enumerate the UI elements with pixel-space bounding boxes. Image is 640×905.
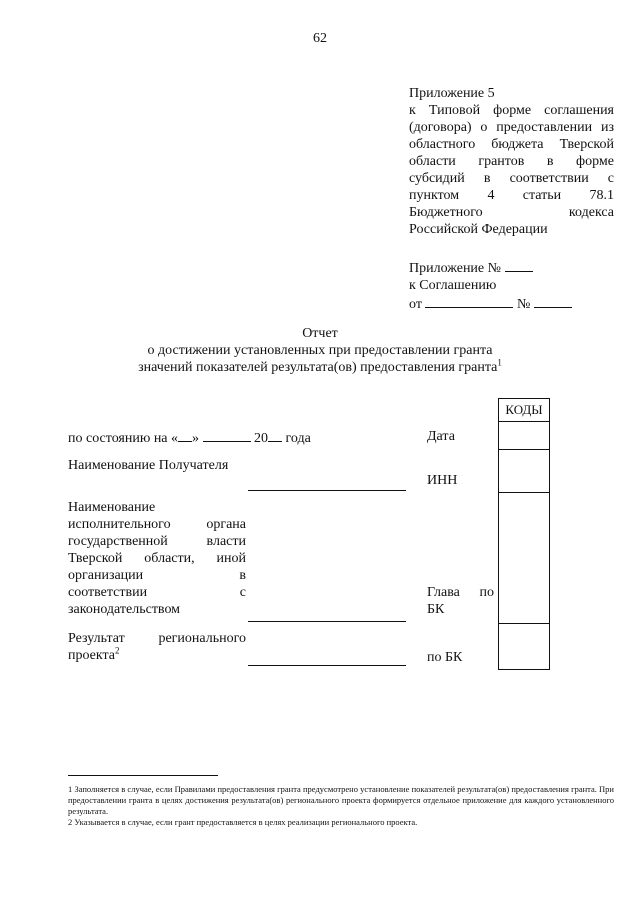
footnote-separator (68, 775, 218, 776)
codes-divider (498, 623, 549, 624)
budget-chapter-label: Глава по БК (427, 585, 494, 617)
codes-column (498, 398, 550, 670)
title-line: о достижении установленных при предоставлении гранта (147, 343, 493, 358)
date-label: Дата (427, 429, 455, 444)
page-number: 62 (313, 31, 327, 46)
footnote-ref: 2 (115, 645, 120, 656)
month-blank[interactable] (203, 428, 251, 442)
codes-divider (498, 421, 549, 422)
recipient-blank[interactable] (248, 490, 406, 491)
recipient-label: Наименование Получателя (68, 458, 229, 473)
codes-divider (498, 492, 549, 493)
day-blank[interactable] (178, 428, 192, 442)
codes-divider (498, 449, 549, 450)
appendix-line: областного бюджета Тверской (409, 137, 614, 152)
agreement-date-blank[interactable] (425, 294, 513, 308)
title-line: Отчет (302, 326, 338, 341)
appendix-reference (409, 85, 614, 238)
project-label: Результат регионального проекта$^2$ (68, 631, 246, 663)
report-date-row: по состоянию на « » 20 года (68, 428, 311, 447)
agreement-date-number: от № (409, 294, 614, 313)
appendix-line: (договора) о предоставлении из (409, 120, 614, 135)
appendix-number-blank[interactable] (505, 258, 533, 272)
inn-label: ИНН (427, 473, 458, 488)
footnote-1: 1 Заполняется в случае, если Правилами предоставления гранта предусмотрено установление показателей результата(ов) предоставления гранта. При предоставлении гранта в целях достижения результата(ов) регионального проекта формируется отдельное приложение для каждого установленного результата. (68, 784, 614, 816)
footnotes (68, 784, 614, 828)
appendix-line: области грантов в форме (409, 154, 614, 169)
project-blank[interactable] (248, 665, 406, 666)
report-title (0, 325, 640, 376)
agreement-reference (409, 258, 614, 313)
authority-blank[interactable] (248, 621, 406, 622)
authority-label: Наименование исполнительного органа государственной власти Тверской области, иной организации в соответствии с законодательством (68, 500, 246, 617)
agreement-label: к Соглашению (409, 278, 497, 293)
agreement-appendix-number: Приложение № (409, 258, 614, 277)
by-bk-label: по БК (427, 650, 463, 665)
year-blank[interactable] (268, 428, 282, 442)
agreement-number-blank[interactable] (534, 294, 572, 308)
title-line-3: значений показателей результата(ов) предоставления гранта$^1$ (138, 357, 502, 375)
footnote-ref: 1 (497, 357, 502, 368)
appendix-line: субсидий в соответствии с (409, 171, 614, 186)
footnote-2: 2 Указывается в случае, если грант предоставляется в целях реализации регионального проекта. (68, 817, 418, 827)
codes-header: КОДЫ (505, 402, 543, 417)
appendix-line: Российской Федерации (409, 222, 548, 237)
appendix-line: к Типовой форме соглашения (409, 103, 614, 118)
appendix-line: Бюджетного кодекса (409, 205, 614, 220)
appendix-line: пунктом 4 статьи 78.1 (409, 188, 614, 203)
appendix-line: Приложение 5 (409, 86, 495, 101)
